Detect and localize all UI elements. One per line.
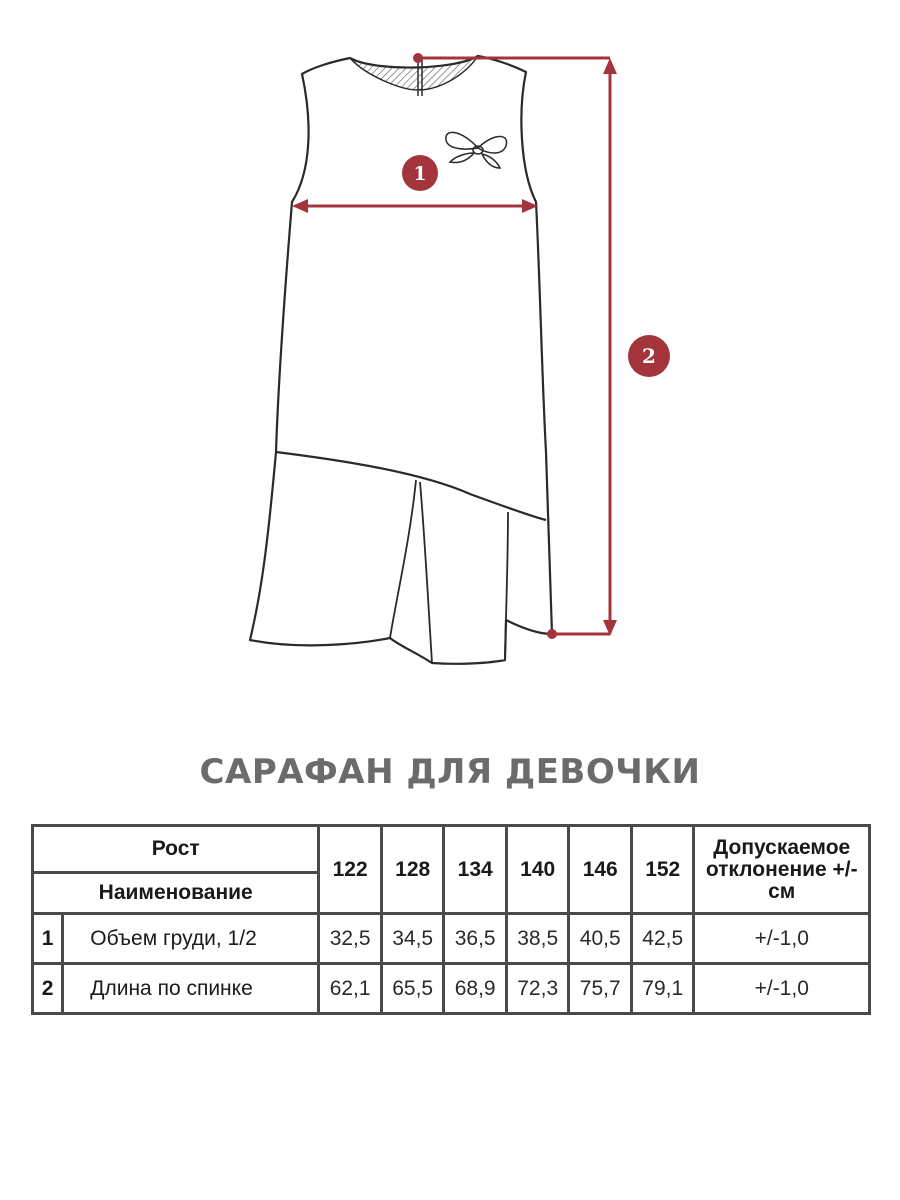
length-measure-line (413, 53, 617, 639)
tolerance-header-line2: отклонение +/- см (705, 857, 858, 903)
name-header: Наименование (33, 873, 319, 914)
value-cell: 79,1 (631, 964, 694, 1014)
value-cell: 38,5 (506, 914, 569, 964)
value-cell: 42,5 (631, 914, 694, 964)
table-row (33, 914, 870, 964)
tolerance-cell: +/-1,0 (694, 964, 870, 1014)
bow-icon (446, 132, 507, 168)
value-cell: 40,5 (569, 914, 632, 964)
value-cell: 72,3 (506, 964, 569, 1014)
value-cell: 65,5 (381, 964, 444, 1014)
neckline-lining (350, 56, 478, 90)
value-cell: 36,5 (444, 914, 507, 964)
value-cell: 34,5 (381, 914, 444, 964)
measurement-name: Объем груди, 1/2 (63, 914, 319, 964)
table-row (33, 964, 870, 1014)
measurement-name: Длина по спинке (63, 964, 319, 1014)
marker-1 (402, 155, 438, 191)
chest-measure-line (292, 199, 538, 213)
dress-outline (250, 56, 552, 664)
size-header: 146 (569, 826, 632, 914)
value-cell: 32,5 (319, 914, 382, 964)
size-header: 140 (506, 826, 569, 914)
value-cell: 75,7 (569, 964, 632, 1014)
row-number: 2 (33, 964, 63, 1014)
marker-2 (628, 335, 670, 377)
page-title: САРАФАН ДЛЯ ДЕВОЧКИ (199, 752, 701, 792)
height-header: Рост (33, 826, 319, 873)
tolerance-cell: +/-1,0 (694, 914, 870, 964)
size-table (31, 824, 871, 1015)
size-header: 122 (319, 826, 382, 914)
marker-2-label: 2 (642, 344, 656, 368)
size-header: 128 (381, 826, 444, 914)
tolerance-header (694, 826, 870, 914)
marker-1-label: 1 (413, 163, 427, 185)
size-header: 152 (631, 826, 694, 914)
value-cell: 68,9 (444, 964, 507, 1014)
value-cell: 62,1 (319, 964, 382, 1014)
size-header: 134 (444, 826, 507, 914)
row-number: 1 (33, 914, 63, 964)
tolerance-header-line1: Допускаемое (713, 835, 851, 859)
